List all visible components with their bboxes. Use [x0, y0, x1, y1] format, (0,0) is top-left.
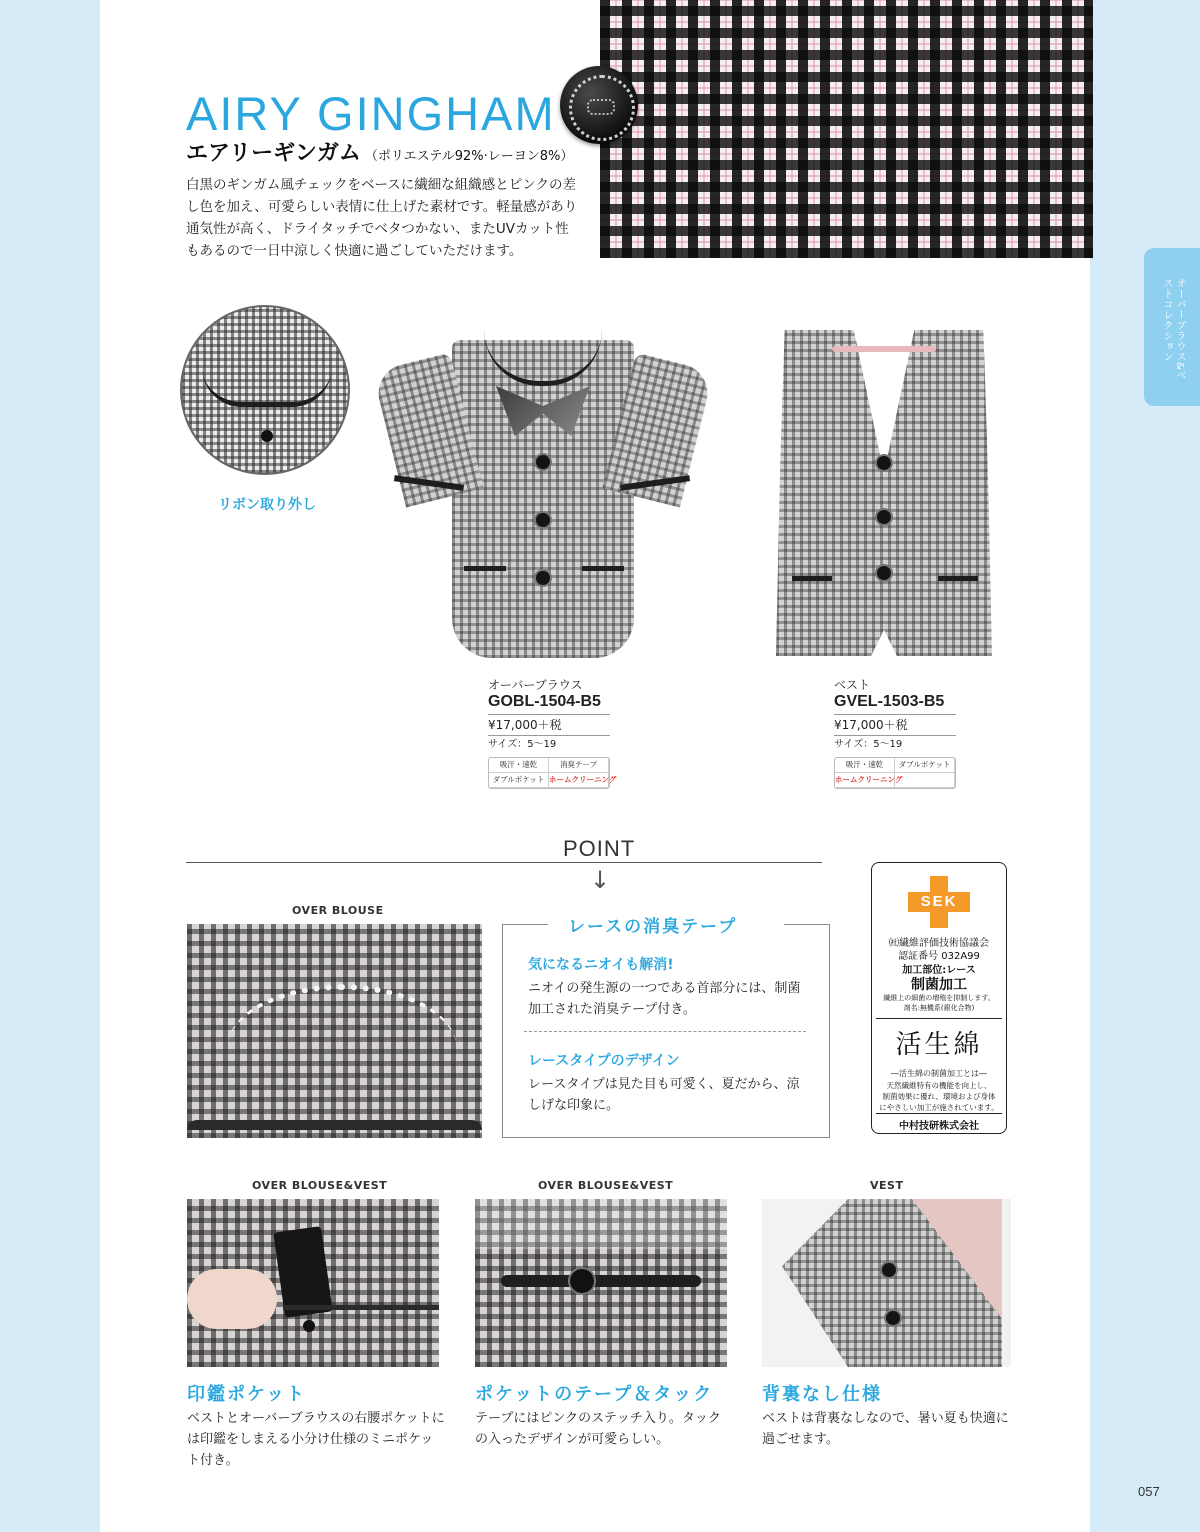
collar-button: [261, 430, 273, 442]
odor-subheading: 気になるニオイも解消!: [528, 957, 674, 973]
feature-tag: ダブルポケット: [895, 758, 955, 773]
cert-brand-sub: ―活生綿の制菌加工とは―: [891, 1069, 987, 1078]
collar-trim: [202, 367, 332, 407]
feature-tag: [895, 773, 955, 788]
product-size: サイズ：5～19: [488, 739, 557, 750]
cert-company: 中村技研株式会社: [899, 1121, 979, 1132]
fabric-composition: （ポリエステル92%·レーヨン8%）: [364, 149, 574, 164]
left-margin-band: [0, 0, 100, 1532]
lace-design-subheading: レースタイプのデザイン: [528, 1053, 680, 1069]
section-tab-label: オーバーブラウス&ベストコレクション: [1161, 278, 1185, 381]
product-category: ベスト: [834, 678, 871, 692]
point-divider: [186, 862, 822, 863]
product-info-blouse: [488, 678, 617, 789]
section-label: OVER BLOUSE&VEST: [538, 1179, 674, 1192]
section-label: OVER BLOUSE&VEST: [252, 1179, 388, 1192]
cert-process: 制菌加工: [911, 977, 967, 993]
feature-tags: [834, 757, 956, 789]
product-category: オーバーブラウス: [488, 678, 583, 692]
intro-text: 白黒のギンガム風チェックをベースに繊細な組織感とピンクの差し色を加え、可愛らしい表情に仕上げた素材です。軽量感があり通気性が高く、ドライタッチでベタつかない、またUVカット性もあるので一日中涼しく快適に過ごしていただけます。: [186, 177, 578, 259]
feature-tag: 吸汗・速乾: [489, 758, 549, 773]
sek-logo: SEK: [908, 876, 970, 928]
feature-title: 背裏なし仕様: [762, 1384, 882, 1405]
cert-divider: [876, 1113, 1002, 1114]
product-info-vest: [834, 678, 956, 789]
title-japanese-main: エアリーギンガム: [186, 141, 361, 166]
ribbon-removable-label: リボン取り外し: [218, 497, 316, 513]
feature-tag: ホームクリーニング: [549, 773, 609, 788]
unlined-vest-photo: [762, 1199, 1011, 1367]
right-margin-band: [1090, 0, 1200, 1532]
button-detail-image: [560, 66, 638, 144]
odor-text: ニオイの発生源の一つである首部分には、制菌加工された消臭テープ付き。: [528, 981, 801, 1017]
feature-title: ポケットのテープ＆タック: [475, 1384, 714, 1405]
over-blouse-image: [388, 320, 698, 670]
feature-tags: [488, 757, 617, 789]
lace-tape-heading: レースの消臭テープ: [568, 917, 738, 937]
section-label: OVER BLOUSE: [292, 904, 384, 917]
lace-tape-photo: [187, 924, 482, 1138]
point-heading: POINT: [563, 836, 636, 861]
cert-brand-desc: にやさしい加工が施されています。: [879, 1103, 999, 1112]
cert-agent: 剤名:無機系(銀化合物): [903, 1004, 975, 1012]
product-price: ¥17,000＋税: [488, 714, 610, 736]
vest-image: [776, 330, 992, 660]
cert-desc: 繊維上の細菌の増殖を抑制します。: [883, 994, 995, 1002]
feature-text: ベストとオーバーブラウスの右腰ポケットには印鑑をしまえる小分け仕様のミニポケット付き。: [187, 1411, 445, 1468]
feature-text: テープにはピンクのステッチ入り。タックの入ったデザインが可愛らしい。: [475, 1411, 721, 1447]
feature-tag: 消臭テープ: [549, 758, 609, 773]
fabric-swatch-image: [600, 0, 1093, 258]
feature-tag: 吸汗・速乾: [835, 758, 895, 773]
dashed-divider: [524, 1031, 806, 1032]
feature-text: ベストは背裏なしなので、暑い夏も快適に過ごせます。: [762, 1411, 1009, 1447]
lace-design-text: レースタイプは見た目も可愛く、夏だから、涼しげな印象に。: [528, 1077, 800, 1113]
feature-tag: ホームクリーニング: [835, 773, 895, 788]
cert-part: 加工部位:レース: [902, 965, 976, 976]
cert-number: 認証番号 032A99: [898, 951, 980, 962]
cert-brand-desc: 天然繊維特有の機能を向上し、: [886, 1081, 992, 1090]
product-code: GVEL-1503-B5: [834, 693, 945, 710]
title-japanese: [186, 136, 573, 167]
seal-pocket-photo: [187, 1199, 439, 1367]
page-number: 057: [1138, 1484, 1160, 1499]
cert-divider: [876, 1018, 1002, 1019]
cert-org: ㈳繊維評価技術協議会: [889, 938, 989, 949]
product-price: ¥17,000＋税: [834, 714, 956, 736]
section-label: VEST: [870, 1179, 904, 1192]
cert-brand: 活生綿: [895, 1030, 983, 1060]
down-arrow-icon: ↓: [590, 866, 611, 894]
product-size: サイズ：5～19: [834, 739, 903, 750]
feature-title: 印鑑ポケット: [187, 1384, 307, 1405]
feature-tag: ダブルポケット: [489, 773, 549, 788]
cert-brand-desc: 制菌効果に優れ、環境および身体: [882, 1092, 996, 1101]
product-code: GOBL-1504-B5: [488, 693, 601, 710]
collar-closeup-image: [180, 305, 350, 475]
pocket-tape-photo: [475, 1199, 727, 1367]
title-english: AIRY GINGHAM: [186, 87, 556, 140]
